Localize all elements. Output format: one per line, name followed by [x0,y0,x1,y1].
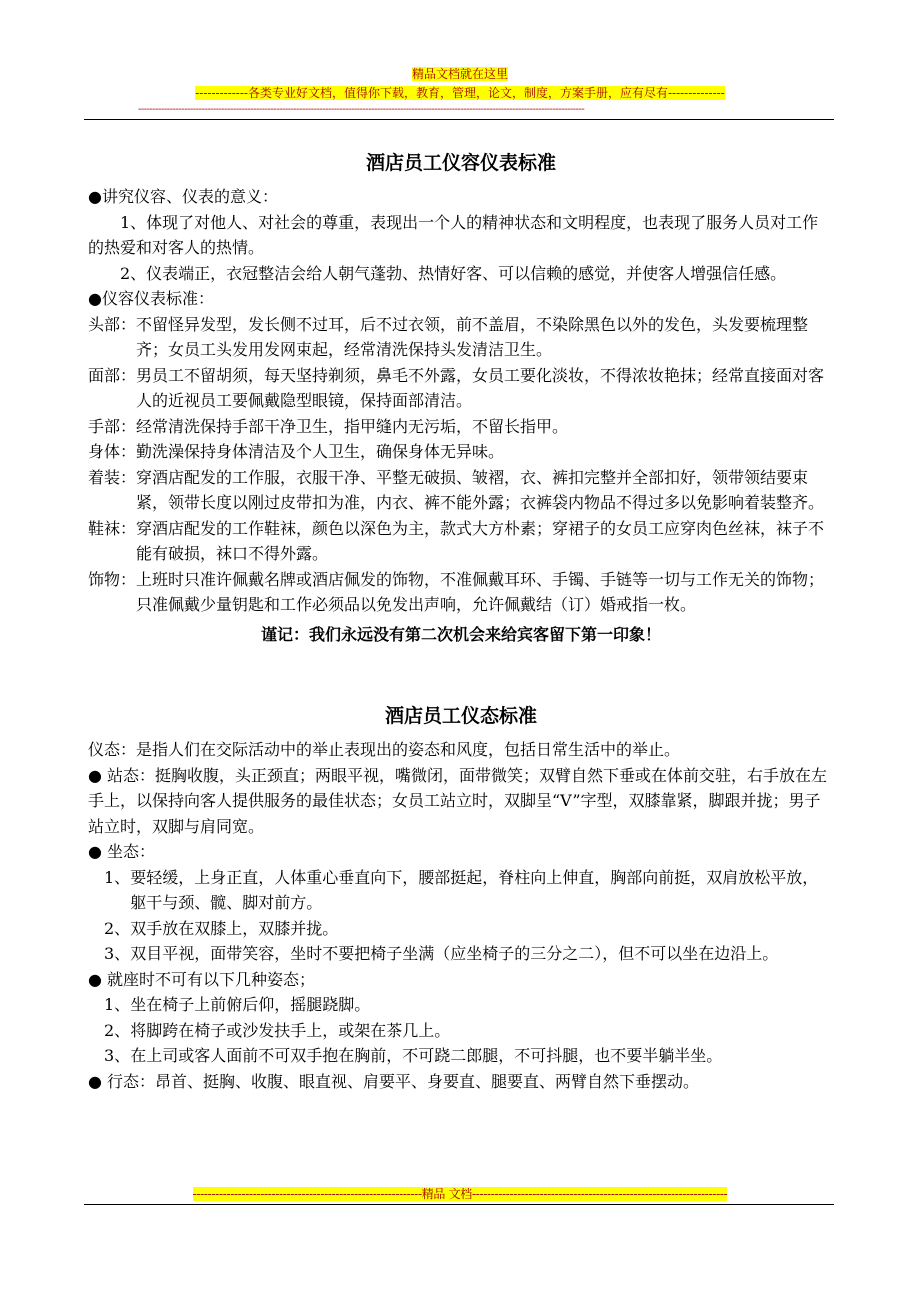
sitting-heading: ● 坐态： [88,842,156,861]
item-number: 3、 [104,1046,131,1065]
motto: 谨记：我们永远没有第二次机会来给宾客留下第一印象！ [260,624,661,644]
standard-heading: ●仪容仪表标准： [88,289,214,308]
item-number: 2、 [104,1020,131,1040]
item-number: 1、 [104,867,131,887]
standard-item-face [88,363,834,414]
item-text: 坐在椅子上前俯后仰，摇腿跷脚。 [130,995,371,1014]
item-number: 3、 [104,944,131,963]
section-gap [88,647,834,703]
posture-intro: 仪态：是指人们在交际活动中的举止表现出的姿态和风度，包括日常生活中的举止。 [88,740,681,759]
meaning-point-1: 1、体现了对他人、对社会的尊重，表现出一个人的精神状态和文明程度，也表现了服务人员对工作的热爱和对客人的热情。 [88,212,819,257]
item-label: 面部： [88,365,137,385]
avoid-heading: ● 就座时不可有以下几种姿态； [88,969,316,989]
item-text: 经常清洗保持手部干净卫生，指甲缝内无污垢，不留长指甲。 [136,416,569,436]
item-number: 1、 [104,995,131,1014]
avoid-item-2 [88,1018,834,1044]
standard-item-body [88,439,834,465]
header-rule [84,119,834,120]
item-text: 勤洗澡保持身体清洁及个人卫生，确保身体无异味。 [136,442,505,461]
sitting-item-1 [88,865,834,916]
meaning-point-2: 2、仪表端正，衣冠整洁会给人朝气蓬勃、热情好客、可以信赖的感觉，并使客人增强信任感。 [120,263,787,283]
header-line-2 [0,85,920,101]
standard-item-accessories [88,567,834,618]
item-text: 男员工不留胡须，每天坚持剃须，鼻毛不外露，女员工要化淡妆，不得浓妆艳抹；经常直接面对客人的近视员工要佩戴隐型眼镜，保持面部清洁。 [136,365,825,410]
sitting-item-3 [88,941,834,967]
item-label: 头部： [88,314,137,334]
standard-item-shoes [88,516,834,567]
item-number: 2、 [104,918,131,938]
item-text: 要轻缓，上身正直，人体重心垂直向下，腰部挺起，脊柱向上伸直，胸部向前挺，双肩放松平放，躯干与颈、髋、脚对前方。 [130,867,819,912]
item-label: 手部： [88,416,137,436]
header-line-2-text: -------------各类专业好文档，值得你下载，教育，管理，论文，制度，方案手册，应有尽有-------------- [195,86,725,100]
standard-item-hands [88,414,834,440]
item-text: 穿酒店配发的工作服，衣服干净、平整无破损、皱褶，衣、裤扣完整并全部扣好，领带领结要束紧，领带长度以刚过皮带扣为准，内衣、裤不能外露；衣裤袋内物品不得过多以免影响着装整齐。 [136,467,825,512]
item-text: 不留怪异发型，发长侧不过耳，后不过衣领，前不盖眉，不染除黑色以外的发色，头发要梳理整齐；女员工头发用发网束起，经常清洗保持头发清洁卫生。 [136,314,809,359]
header-line-1 [0,66,920,82]
item-text: 双目平视，面带笑容，坐时不要把椅子坐满（应坐椅子的三分之二），但不可以坐在边沿上。 [130,944,779,963]
item-text: 穿酒店配发的工作鞋袜，颜色以深色为主，款式大方朴素；穿裙子的女员工应穿肉色丝袜，袜子不能有破损，袜口不得外露。 [136,518,825,563]
item-label: 着装： [88,467,137,487]
item-label: 饰物： [88,569,137,589]
item-label: 鞋袜： [88,518,137,538]
item-text: 在上司或客人面前不可双手抱在胸前，不可跷二郎腿，不可抖腿，也不要半躺半坐。 [130,1046,723,1065]
walking-posture: ● 行态：昂首、挺胸、收腹、眼直视、肩要平、身要直、腿要直、两臂自然下垂摆动。 [88,1071,700,1091]
item-text: 双手放在双膝上，双膝并拢。 [130,918,339,938]
footer-text: -------------------------------------------------------------精品 文档-------------------------------------------------------------------- [192,1187,728,1201]
meaning-heading: ●讲究仪容、仪表的意义： [88,187,278,206]
footer-rule [84,1204,834,1205]
footer [0,1187,920,1202]
item-text: 将脚跨在椅子或沙发扶手上，或架在茶几上。 [130,1020,451,1040]
item-label: 身体： [88,442,137,461]
section2-title: 酒店员工仪态标准 [384,705,537,727]
standard-item-dress [88,465,834,516]
item-text: 上班时只准许佩戴名牌或酒店佩发的饰物，不准佩戴耳环、手镯、手链等一切与工作无关的饰物；只准佩戴少量钥匙和工作必须品以免发出声响，允许佩戴结（订）婚戒指一枚。 [136,569,825,614]
avoid-item-3 [88,1043,834,1069]
sitting-item-2 [88,916,834,942]
header-line-1-text: 精品文档就在这里 [411,67,508,81]
document-body [88,150,834,1094]
standing-posture: ● 站态：挺胸收腹，头正颈直；两眼平视，嘴微闭，面带微笑；双臂自然下垂或在体前交驻，右手放在左手上，以保持向客人提供服务的最佳状态；女员工站立时，双脚呈“V”字型，双膝靠紧，脚跟并拢；男子站立时，双脚与肩同宽。 [88,765,828,836]
section1-title: 酒店员工仪容仪表标准 [365,152,556,174]
avoid-item-1 [88,992,834,1018]
standard-item-head [88,312,834,363]
header-dash-line: ----------------------------------------------------------------------------------------------------------------------------------------------------------- [138,104,585,115]
